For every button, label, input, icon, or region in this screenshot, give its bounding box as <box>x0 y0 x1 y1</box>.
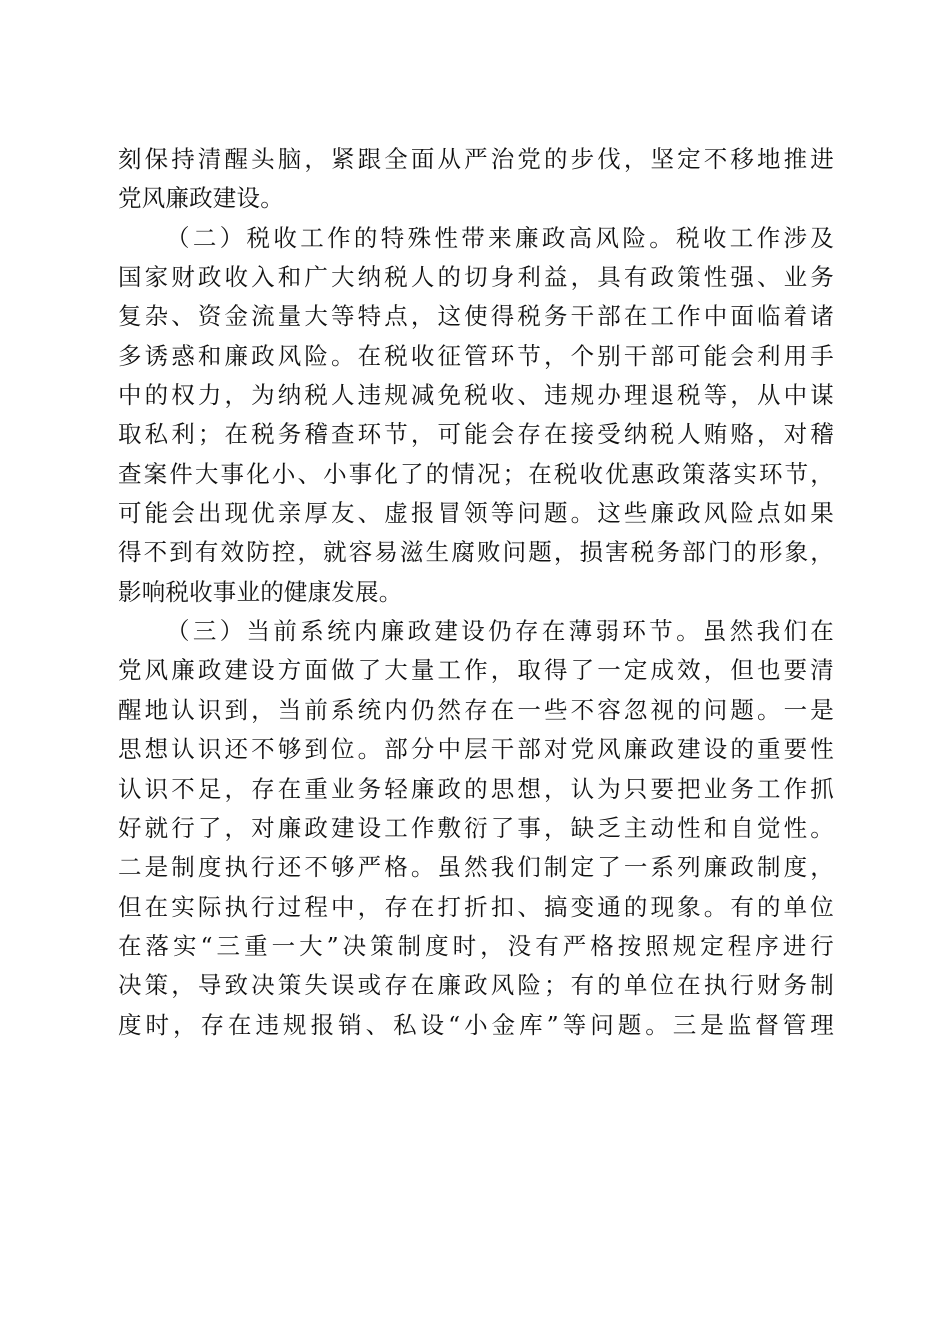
text-line: 度时，存在违规报销、私设“小金库”等问题。三是监督管理 <box>118 1010 834 1039</box>
text-line: 党风廉政建设。 <box>118 184 284 213</box>
text-line: 认识不足，存在重业务轻廉政的思想，认为只要把业务工作抓 <box>118 774 834 803</box>
text-line: 复杂、资金流量大等特点，这使得税务干部在工作中面临着诸 <box>118 302 834 331</box>
text-line: 思想认识还不够到位。部分中层干部对党风廉政建设的重要性 <box>118 735 834 764</box>
text-line: 醒地认识到，当前系统内仍然存在一些不容忽视的问题。一是 <box>118 695 834 724</box>
text-line: 二是制度执行还不够严格。虽然我们制定了一系列廉政制度， <box>118 853 834 882</box>
text-line: 国家财政收入和广大纳税人的切身利益，具有政策性强、业务 <box>118 263 834 292</box>
text-line: 取私利；在税务稽查环节，可能会存在接受纳税人贿赂，对稽 <box>118 420 834 449</box>
text-line: 影响税收事业的健康发展。 <box>118 577 403 606</box>
text-line: 中的权力，为纳税人违规减免税收、违规办理退税等，从中谋 <box>118 381 834 410</box>
text-line: 刻保持清醒头脑，紧跟全面从严治党的步伐，坚定不移地推进 <box>118 145 834 173</box>
text-line: 多诱惑和廉政风险。在税收征管环节，个别干部可能会利用手 <box>118 341 834 370</box>
text-line: 得不到有效防控，就容易滋生腐败问题，损害税务部门的形象， <box>118 538 834 567</box>
text-line: 党风廉政建设方面做了大量工作，取得了一定成效，但也要清 <box>118 656 834 685</box>
text-line: 在落实“三重一大”决策制度时，没有严格按照规定程序进行 <box>118 931 834 960</box>
text-line: 可能会出现优亲厚友、虚报冒领等问题。这些廉政风险点如果 <box>118 499 834 528</box>
text-line: 好就行了，对廉政建设工作敷衍了事，缺乏主动性和自觉性。 <box>118 813 834 842</box>
paragraph-heading-line: （三）当前系统内廉政建设仍存在薄弱环节。虽然我们在 <box>166 617 834 646</box>
body-text <box>118 140 834 1045</box>
text-line: 查案件大事化小、小事化了的情况；在税收优惠政策落实环节， <box>118 459 834 488</box>
text-line: 但在实际执行过程中，存在打折扣、搞变通的现象。有的单位 <box>118 892 834 921</box>
paragraph-heading-line: （二）税收工作的特殊性带来廉政高风险。税收工作涉及 <box>166 223 834 252</box>
text-line: 决策，导致决策失误或存在廉政风险；有的单位在执行财务制 <box>118 971 834 1000</box>
